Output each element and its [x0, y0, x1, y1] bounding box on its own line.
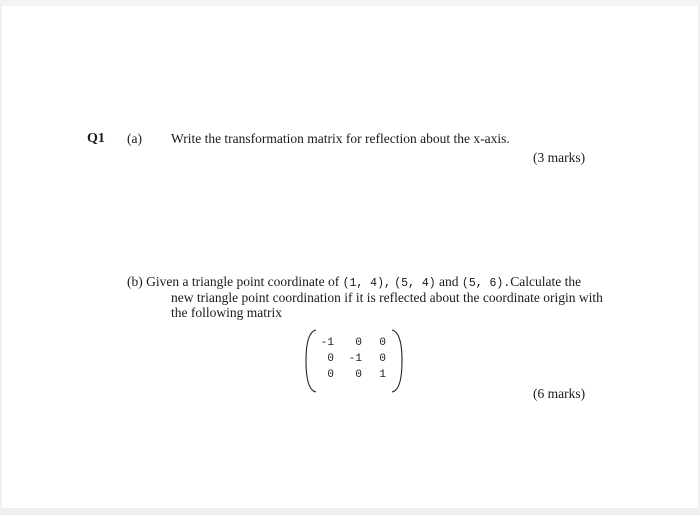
question-number: Q1 — [87, 131, 105, 146]
matrix-cell: 0 — [327, 353, 334, 365]
part-b-line-3: the following matrix — [171, 305, 282, 320]
part-a-marks: (3 marks) — [533, 150, 586, 165]
part-a-text: Write the transformation matrix for reflection about the x-axis. — [171, 131, 510, 146]
matrix-cell: 0 — [379, 353, 386, 365]
matrix-cell: -1 — [348, 353, 362, 365]
coordinate-1: (1, 4), — [342, 277, 391, 290]
part-b-marks: (6 marks) — [533, 386, 586, 401]
matrix-cell: 0 — [355, 337, 362, 349]
coordinate-3: (5, 6). — [461, 277, 511, 290]
part-b-intro: Given a triangle point coordinate of — [146, 274, 340, 289]
matrix-cell: 0 — [355, 369, 362, 381]
matrix-cell: 0 — [379, 337, 386, 349]
and-word: and — [439, 274, 459, 289]
part-b-calc: Calculate the — [510, 274, 582, 289]
coordinate-2: (5, 4) — [394, 277, 436, 290]
matrix-cell: -1 — [320, 337, 334, 349]
matrix-cell: 1 — [379, 369, 386, 381]
matrix-cell: 0 — [327, 369, 334, 381]
part-b-line-2: new triangle point coordination if it is reflected about the coordinate origin with — [171, 290, 603, 305]
reflection-matrix — [302, 327, 406, 395]
part-b-label: (b) — [127, 274, 143, 289]
part-a-label: (a) — [127, 131, 142, 146]
part-b-line-1 — [127, 274, 581, 290]
